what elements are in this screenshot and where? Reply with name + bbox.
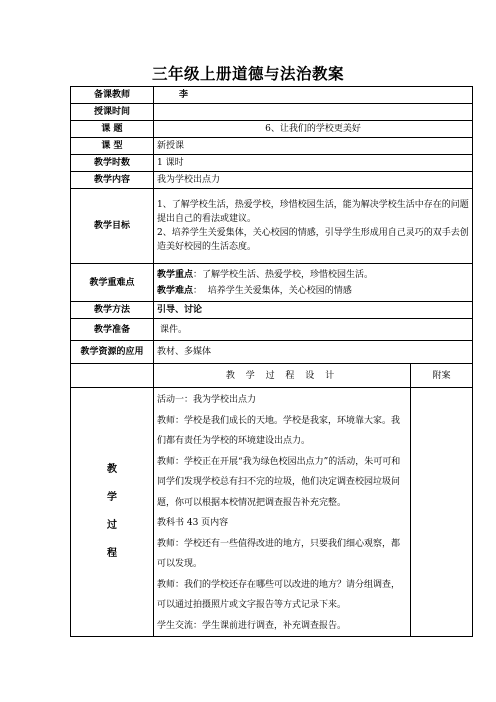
content-label: 教学内容 [71,172,154,189]
content-value: 我为学校出点力 [154,172,473,189]
process-line: 教师：学校正在开展“我为绿色校园出点力”的活动，朱可可和同学们发现学校总有扫不完的垃圾，他们决定调查校园垃圾问题，你可以根据本校情况把调查报告补充完整。 [157,456,401,508]
teacher-value: 李 [154,87,473,104]
page-title: 三年级上册道德与法治教案 [151,65,344,83]
teacher-label: 备课教师 [71,87,154,104]
process-line: 教师：我们的学校还存在哪些可以改进的地方？请分组调查，可以通过拍摄照片或文字报告等方式记录下来。 [157,579,401,610]
resources-value: 教材、多媒体 [154,341,473,364]
row-hours [71,155,473,172]
goal-item: 2、培养学生关爱集体，关心校园的情感，引导学生形成用自己灵巧的双手去创造美好校园的生活态度。 [157,228,469,252]
process-line: 活动一：我为学校出点力 [157,395,257,405]
row-method [71,302,473,319]
goal-item: 1、了解学校生活，热爱学校，珍惜校园生活，能为解决学校生活中存在的问题提出自己的看法或建议。 [157,200,469,224]
process-line: 学生交流：学生课前进行调查，补充调查报告。 [157,620,347,631]
process-header: 教 学 过 程 设 计 [154,364,411,388]
topic-value: 6、让我们的学校更美好 [154,121,473,138]
difficulty-value: 培养学生关爱集体，关心校园的情感 [207,285,352,296]
hours-value: 1 课时 [154,155,473,172]
time-label: 授课时间 [71,104,154,121]
process-line: 教师：学校还有一些值得改进的地方，只要我们细心观察，都可以发现。 [157,538,401,569]
method-value: 引导、讨论 [154,302,473,319]
key-label: 教学重点 [157,269,194,280]
key-value: 了解学校生活、热爱学校，珍惜校园生活。 [202,269,374,280]
process-header-blank [71,364,154,388]
row-topic [71,121,473,138]
type-label: 课 型 [71,138,154,155]
hours-label: 教学时数 [71,155,154,172]
attachment-cell [411,388,473,637]
row-teacher [71,87,473,104]
row-prep [71,319,473,341]
attachment-header: 附案 [411,364,473,388]
type-value: 新授课 [154,138,473,155]
lesson-plan-table [70,86,473,637]
process-side-label: 教 学 过 程 [71,388,154,637]
prep-label: 教学准备 [71,319,154,341]
process-body [154,388,411,637]
keypoints-label: 教学重难点 [71,264,154,302]
row-content [71,172,473,189]
goals-label: 教学目标 [71,189,154,264]
row-process-header [71,364,473,388]
prep-value: 课件。 [154,319,473,341]
row-time [71,104,473,121]
topic-label: 课 题 [71,121,154,138]
goals-value [154,189,473,264]
process-line: 教师：学校是我们成长的天地。学校是我家，环境靠大家。我们都有责任为学校的环境建设出点力。 [157,415,401,446]
row-keypoints [71,264,473,302]
difficulty-label: 教学难点 [157,285,194,296]
time-value [154,104,473,121]
row-goals [71,189,473,264]
keypoints-value: 教学重点：了解学校生活、热爱学校，珍惜校园生活。 教学难点： 培养学生关爱集体，关心校园的情感 [154,264,473,302]
row-resources [71,341,473,364]
resources-label: 教学资源的应用 [71,341,154,364]
row-process [71,388,473,637]
row-type [71,138,473,155]
process-line: 教科书 43 页内容 [157,518,229,528]
method-label: 教学方法 [71,302,154,319]
